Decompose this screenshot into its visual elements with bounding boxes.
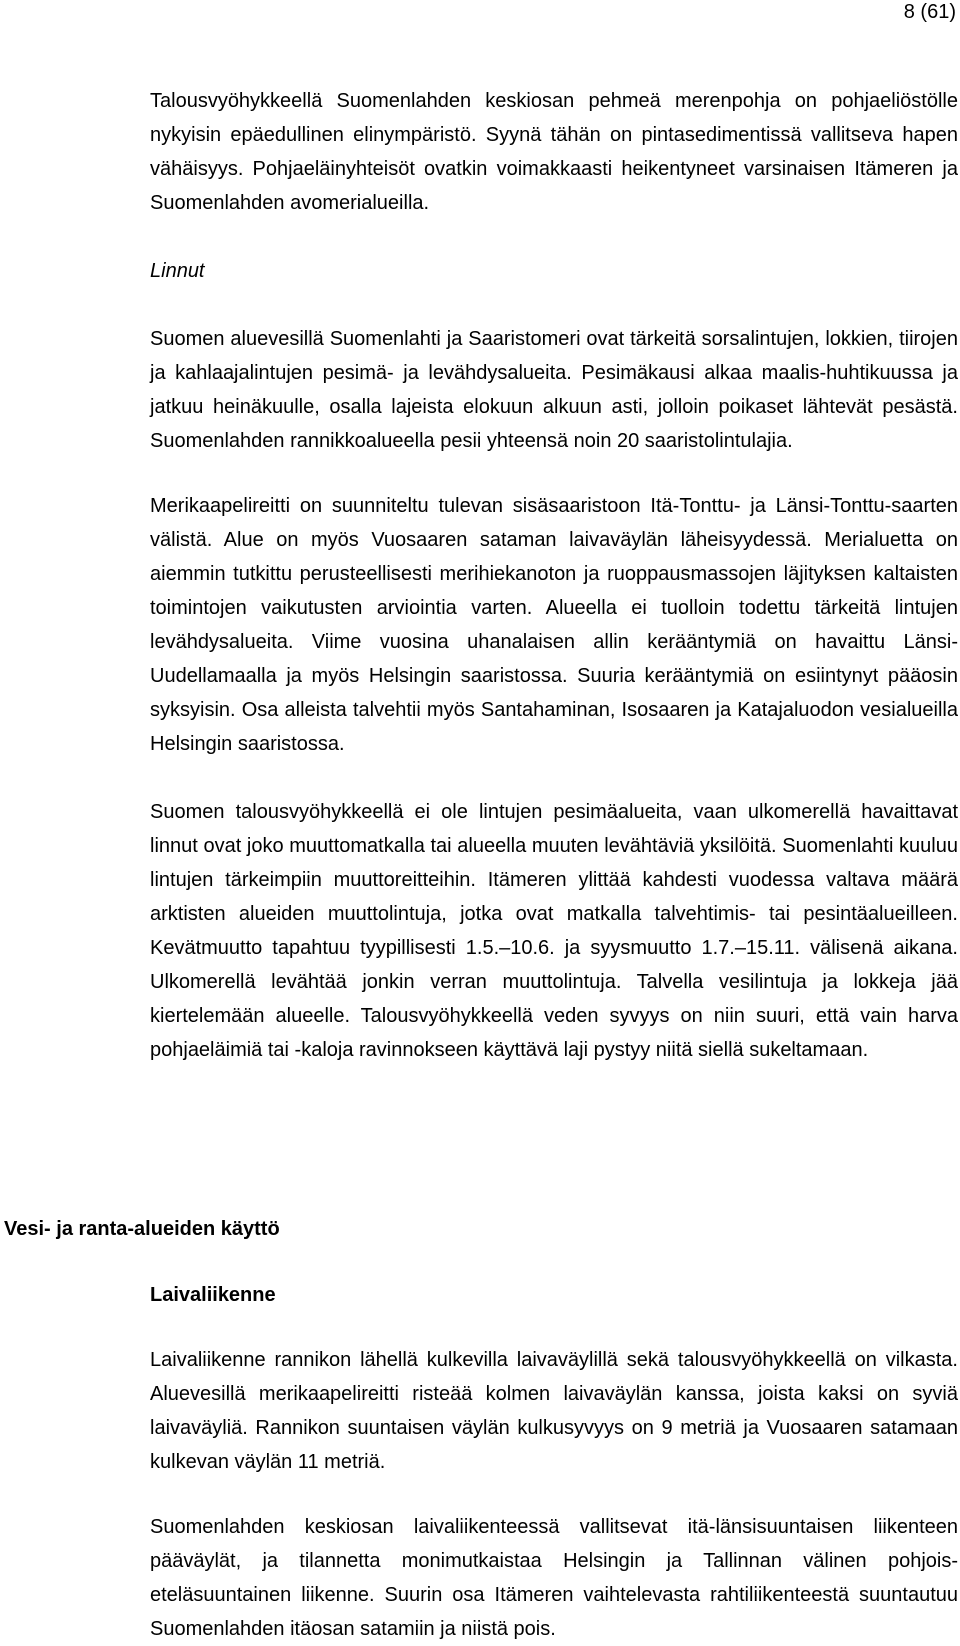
paragraph-benthic: Talousvyöhykkeellä Suomenlahden keskiosan pehmeä merenpohja on pohjaeliöstölle nykyisin epäedullinen elinympäristö. Syynä tähän on pintasedimentissä vallitseva hapen vähäisyys. Pohjaeläinyhteisöt ovatkin voimakkaasti heikentyneet varsinaisen Itämeren ja Suomenlahden avomerialueilla.: [150, 90, 958, 214]
heading-shipping: Laivaliikenne: [150, 1284, 276, 1306]
paragraph-birds-1: Suomen aluevesillä Suomenlahti ja Saaristomeri ovat tärkeitä sorsalintujen, lokkien, tiirojen ja kahlaajalintujen pesimä- ja levähdysalueita. Pesimäkausi alkaa maalis-huhtikuussa ja jatkuu heinäkuulle, osalla lajeista elokuun alkuun asti, jolloin poikaset lähtevät pesästä. Suomenlahden rannikkoalueella pesii yhteensä noin 20 saaristolintulajia.: [150, 328, 958, 452]
paragraph-birds-3: Suomen talousvyöhykkeellä ei ole lintujen pesimäalueita, vaan ulkomerellä havaittavat linnut ovat joko muuttomatkalla tai alueella muuten levähtäviä yksilöitä. Suomenlahti kuuluu lintujen tärkeimpiin muuttoreitteihin. Itämeren ylittää kahdesti vuodessa valtava määrä arktisten alueiden muuttolintuja, jotka ovat matkalla talvehtimis- tai pesintäalueilleen. Kevätmuutto tapahtuu tyypillisesti 1.5.–10.6. ja syysmuutto 1.7.–15.11. välisenä aikana. Ulkomerellä levähtää jonkin verran muuttolintuja. Talvella vesilintuja ja lokkeja jää kiertelemään alueelle. Talousvyöhykkeellä veden syvyys on niin suuri, että vain harva pohjaeläimiä tai -kaloja ravinnokseen käyttävä laji pystyy niitä siellä sukeltamaan.: [150, 801, 958, 1061]
paragraph-shipping-2: Suomenlahden keskiosan laivaliikenteessä vallitsevat itä-länsisuuntaisen liikenteen pääväylät, ja tilannetta monimutkaistaa Helsingin ja Tallinnan välinen pohjois-eteläsuuntainen liikenne. Suurin osa Itämeren vaihtelevasta rahtiliikenteestä suuntautuu Suomenlahden itäosan satamiin ja niistä pois.: [150, 1516, 958, 1640]
page-number: 8 (61): [903, 1, 956, 23]
heading-birds: Linnut: [150, 260, 205, 282]
main-content: [150, 84, 958, 1067]
shipping-section: [150, 1278, 958, 1646]
paragraph-shipping-1: Laivaliikenne rannikon lähellä kulkevilla laivaväylillä sekä talousvyöhykkeellä on vilkasta. Aluevesillä merikaapelireitti risteää kolmen laivaväylän kanssa, joista kaksi on syviä laivaväyliä. Rannikon suuntaisen väylän kulkusyvyys on 9 metriä ja Vuosaaren satamaan kulkevan väylän 11 metriä.: [150, 1349, 958, 1473]
paragraph-birds-2: Merikaapelireitti on suunniteltu tulevan sisäsaaristoon Itä-Tonttu- ja Länsi-Tonttu-saarten välistä. Alue on myös Vuosaaren sataman laivaväylän läheisyydessä. Merialuetta on aiemmin tutkittu perusteellisesti merihiekanoton ja ruoppausmassojen läjityksen kaltaisten toimintojen vaikutusten arviointia varten. Alueella ei tuolloin todettu tärkeitä lintujen levähdysalueita. Viime vuosina uhanalaisen allin kerääntymiä on havaittu Länsi-Uudellamaalla ja myös Helsingin saaristossa. Suuria kerääntymiä on esiintynyt pääosin syksyisin. Osa alleista talvehtii myös Santahaminan, Isosaaren ja Katajaluodon vesialueilla Helsingin saaristossa.: [150, 495, 958, 755]
section-heading-water-use: Vesi- ja ranta-alueiden käyttö: [4, 1218, 280, 1240]
